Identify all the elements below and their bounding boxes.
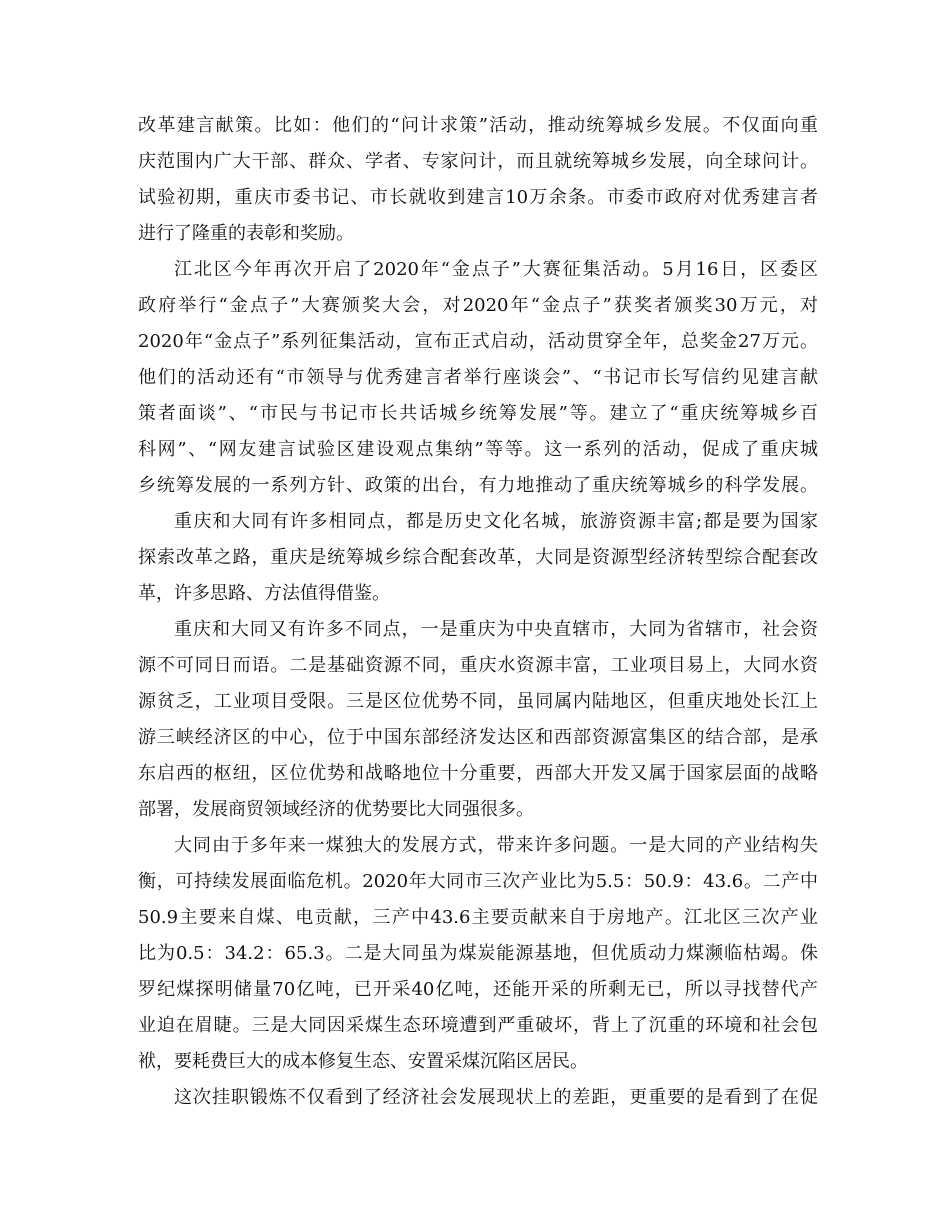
text-line: 江北区今年再次开启了2020年“金点子”大赛征集活动。5月16日，区委区	[174, 259, 818, 280]
text-line: 试验初期，重庆市委书记、市长就收到建言10万余条。市委市政府对优秀建言者	[138, 187, 818, 208]
paragraph-5	[138, 828, 818, 1080]
text-line: 科网”、“网友建言试验区建设观点集纳”等等。这一系列的活动，促成了重庆城	[138, 439, 818, 460]
text-line: 庆范围内广大干部、群众、学者、专家问计，而且就统筹城乡发展，向全球问计。	[138, 151, 818, 172]
text-line: 比为0.5：34.2：65.3。二是大同虽为煤炭能源基地，但优质动力煤濒临枯竭。侏	[138, 943, 818, 964]
text-line: 改革建言献策。比如：他们的“问计求策”活动，推动统筹城乡发展。不仅面向重	[138, 115, 818, 136]
paragraph-4	[138, 612, 818, 828]
text-line: 重庆和大同有许多相同点，都是历史文化名城，旅游资源丰富;都是要为国家	[174, 511, 818, 532]
text-line: 探索改革之路，重庆是统筹城乡综合配套改革，大同是资源型经济转型综合配套改	[138, 547, 818, 568]
text-line: 袱，要耗费巨大的成本修复生态、安置采煤沉陷区居民。	[138, 1051, 588, 1072]
text-line: 东启西的枢纽，区位优势和战略地位十分重要，西部大开发又属于国家层面的战略	[138, 763, 818, 784]
text-line: 革，许多思路、方法值得借鉴。	[138, 583, 390, 604]
text-line: 大同由于多年来一煤独大的发展方式，带来许多问题。一是大同的产业结构失	[174, 835, 818, 856]
text-line: 这次挂职锻炼不仅看到了经济社会发展现状上的差距，更重要的是看到了在促	[174, 1087, 818, 1108]
text-line: 源贫乏，工业项目受限。三是区位优势不同，虽同属内陆地区，但重庆地处长江上	[138, 691, 818, 712]
text-line: 政府举行“金点子”大赛颁奖大会，对2020年“金点子”获奖者颁奖30万元，对	[138, 295, 818, 316]
text-line: 策者面谈”、“市民与书记市长共话城乡统筹发展”等。建立了“重庆统筹城乡百	[138, 403, 818, 424]
text-line: 进行了隆重的表彰和奖励。	[138, 223, 354, 244]
paragraph-3	[138, 504, 818, 612]
paragraph-6	[138, 1080, 818, 1116]
text-line: 乡统筹发展的一系列方针、政策的出台，有力地推动了重庆统筹城乡的科学发展。	[138, 475, 818, 496]
text-line: 衡，可持续发展面临危机。2020年大同市三次产业比为5.5：50.9：43.6。二产中	[138, 871, 818, 892]
text-line: 部署，发展商贸领域经济的优势要比大同强很多。	[138, 799, 534, 820]
text-line: 游三峡经济区的中心，位于中国东部经济发达区和西部资源富集区的结合部，是承	[138, 727, 818, 748]
paragraph-2	[138, 252, 818, 504]
text-line: 业迫在眉睫。三是大同因采煤生态环境遭到严重破坏，背上了沉重的环境和社会包	[138, 1015, 818, 1036]
text-line: 他们的活动还有“市领导与优秀建言者举行座谈会”、“书记市长写信约见建言献	[138, 367, 818, 388]
text-line: 罗纪煤探明储量70亿吨，已开采40亿吨，还能开采的所剩无已，所以寻找替代产	[138, 979, 818, 1000]
text-line: 2020年“金点子”系列征集活动，宣布正式启动，活动贯穿全年，总奖金27万元。	[138, 331, 818, 352]
text-line: 源不可同日而语。二是基础资源不同，重庆水资源丰富，工业项目易上，大同水资	[138, 655, 818, 676]
paragraph-1	[138, 108, 818, 252]
document-body	[138, 108, 818, 1116]
text-line: 50.9主要来自煤、电贡献，三产中43.6主要贡献来自于房地产。江北区三次产业	[138, 907, 818, 928]
text-line: 重庆和大同又有许多不同点，一是重庆为中央直辖市，大同为省辖市，社会资	[174, 619, 818, 640]
